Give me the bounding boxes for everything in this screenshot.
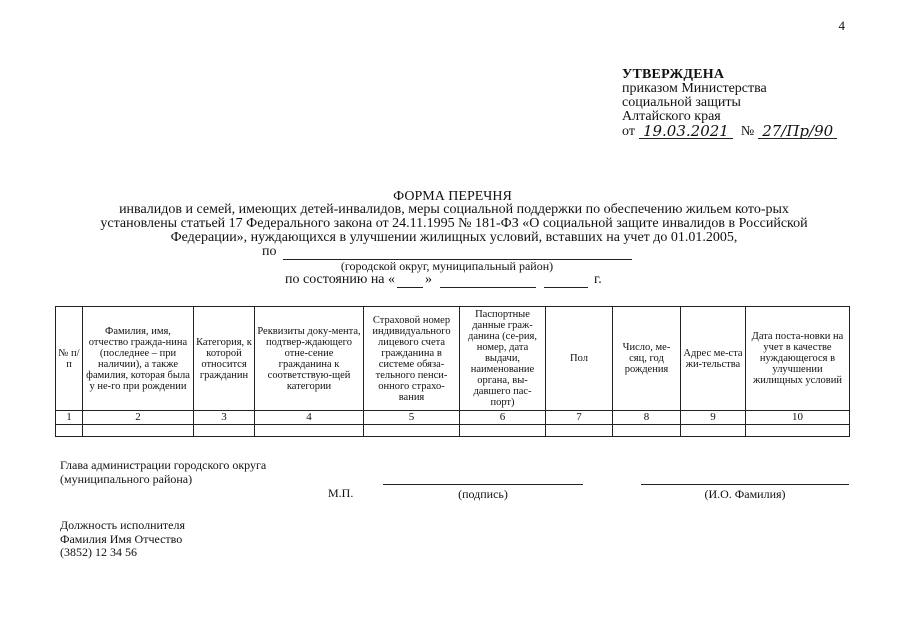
column-header: Фамилия, имя, отчество гражда-нина (последнее – при наличии), а также фамилия, которая была у не-го при рождении	[83, 307, 194, 411]
approval-date-value: 19.03.2021	[639, 124, 733, 139]
name-caption: (И.О. Фамилия)	[704, 487, 786, 501]
head-signature-block	[60, 458, 380, 486]
column-number: 10	[746, 411, 850, 425]
approval-title: УТВЕРЖДЕНА	[622, 67, 725, 82]
as-of-line	[285, 272, 625, 288]
executor-phone: (3852) 12 34 56	[60, 545, 137, 559]
form-subtitle: инвалидов и семей, имеющих детей-инвалидов, меры социальной поддержки по обеспечению жильем кото-рых установлены статьей 17 Федерального закона от 24.11.1995 № 181-ФЗ «О социальной защите инвалидов в Российской Федерации», нуждающихся в улучшении жилищных условий, вставших на учет до 01.01.2005,	[100, 202, 808, 245]
table-row	[56, 425, 850, 437]
approval-date-line	[622, 124, 892, 139]
table-cell	[460, 425, 546, 437]
column-number: 2	[83, 411, 194, 425]
approval-number-prefix: №	[740, 124, 755, 139]
month-blank	[440, 275, 536, 288]
column-header: Реквизиты доку-мента, подтвер-ждающего отне-сение гражданина к соответствую-щей категории	[255, 307, 364, 411]
head-title: Глава администрации городского округа	[60, 458, 267, 472]
column-number: 6	[460, 411, 546, 425]
executor-position: Должность исполнителя	[60, 518, 185, 532]
approval-line: приказом Министерства	[622, 81, 767, 96]
name-rule	[641, 484, 849, 485]
as-of-suffix: г.	[594, 272, 602, 287]
approval-date-prefix: от	[622, 124, 635, 139]
table-cell	[746, 425, 850, 437]
approval-number-value: 27/Пр/90	[758, 124, 837, 139]
table-cell	[56, 425, 83, 437]
head-subtitle: (муниципального района)	[60, 472, 193, 486]
executor-name: Фамилия Имя Отчество	[60, 531, 183, 546]
form-title: ФОРМА ПЕРЕЧНЯ	[393, 189, 512, 204]
po-label: по	[262, 244, 277, 259]
column-number: 1	[56, 411, 83, 425]
as-of-prefix: по состоянию на «	[285, 272, 396, 287]
year-blank	[544, 275, 588, 288]
column-number: 8	[613, 411, 681, 425]
column-header: Адрес ме-ста жи-тельства	[681, 307, 746, 411]
table-cell	[364, 425, 460, 437]
column-header: Паспортные данные граж-данина (се-рия, номер, дата выдачи, наименование органа, вы-давшего пас-порт)	[460, 307, 546, 411]
column-header: Дата поста-новки на учет в качестве нуждающегося в улучшении жилищных условий	[746, 307, 850, 411]
approval-stamp	[622, 68, 892, 139]
stamp-label: М.П.	[328, 486, 354, 500]
district-caption: (городской округ, муниципальный район)	[340, 259, 554, 273]
header-row	[56, 307, 850, 411]
table-cell	[194, 425, 255, 437]
table-cell	[83, 425, 194, 437]
district-line	[262, 244, 632, 260]
table-cell	[681, 425, 746, 437]
list-table	[55, 306, 850, 437]
column-header: Страховой номер индивидуального лицевого счета гражданина в системе обяза-тельного пенси-онного страхо-вания	[364, 307, 460, 411]
approval-line: Алтайского края	[622, 109, 721, 124]
column-header: Категория, к которой относится гражданин	[194, 307, 255, 411]
table-cell	[255, 425, 364, 437]
column-header: № п/п	[56, 307, 83, 411]
approval-line: социальной защиты	[622, 95, 741, 110]
column-number: 4	[255, 411, 364, 425]
table-cell	[546, 425, 613, 437]
column-header: Пол	[546, 307, 613, 411]
column-number: 9	[681, 411, 746, 425]
table-cell	[613, 425, 681, 437]
column-number-row	[56, 411, 850, 425]
as-of-mid: »	[425, 272, 433, 287]
column-number: 5	[364, 411, 460, 425]
column-number: 3	[194, 411, 255, 425]
signature-rule	[383, 484, 583, 485]
day-blank	[397, 275, 423, 288]
page-number: 4	[838, 18, 845, 33]
executor-block	[60, 519, 360, 560]
column-header: Число, ме-сяц, год рождения	[613, 307, 681, 411]
signature-caption: (подпись)	[458, 487, 508, 501]
column-number: 7	[546, 411, 613, 425]
